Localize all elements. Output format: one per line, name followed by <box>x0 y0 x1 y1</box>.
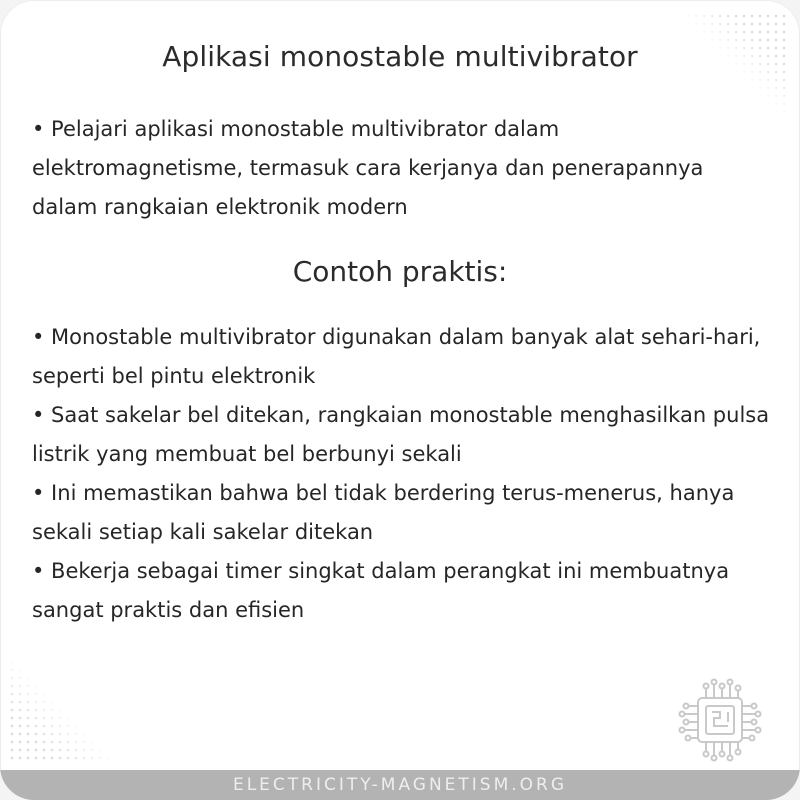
decor-dot <box>11 725 14 728</box>
bullet-list <box>32 318 777 630</box>
decor-dot <box>51 717 54 720</box>
decor-dot <box>67 741 70 744</box>
decor-dot <box>35 717 38 720</box>
decor-dot <box>775 15 778 18</box>
decor-dot <box>751 15 754 18</box>
decor-dot <box>11 741 14 744</box>
decor-dot <box>11 669 14 672</box>
decor-dot <box>19 733 22 736</box>
decor-dot <box>75 757 78 760</box>
decor-dot <box>759 23 762 26</box>
decor-dot <box>775 31 778 34</box>
decor-dot <box>783 15 786 18</box>
decor-dot <box>51 725 54 728</box>
list-item: • Saat sakelar bel ditekan, rangkaian monostable menghasilkan pulsa listrik yang membuat bel berbunyi sekali <box>32 403 770 466</box>
decor-dot <box>743 31 746 34</box>
decor-dot <box>759 79 762 82</box>
decor-dot <box>51 749 54 752</box>
decor-dot <box>51 701 54 704</box>
decor-dot <box>767 79 770 82</box>
decor-dot <box>91 741 94 744</box>
decor-dot <box>711 15 714 18</box>
decor-dot <box>19 757 22 760</box>
decor-dot <box>11 677 14 680</box>
decor-dot <box>767 31 770 34</box>
decor-dot <box>43 757 46 760</box>
decor-dot <box>11 749 14 752</box>
intro-text: • Pelajari aplikasi monostable multivibrator dalam elektromagnetisme, termasuk cara kerjanya dan penerapannya dalam rangkaian elektronik modern <box>32 117 704 219</box>
decor-dot <box>43 693 46 696</box>
decor-dot <box>711 31 714 34</box>
decor-dot <box>83 757 86 760</box>
decor-dot <box>59 725 62 728</box>
decor-dot <box>35 709 38 712</box>
decor-dot <box>775 95 778 98</box>
decor-dot <box>687 15 690 18</box>
decor-dot <box>27 733 30 736</box>
decor-dot <box>759 15 762 18</box>
decor-dot <box>783 111 786 114</box>
decor-dot <box>59 749 62 752</box>
decor-dot <box>743 23 746 26</box>
decor-dot <box>735 31 738 34</box>
decor-dot <box>75 725 78 728</box>
decor-dot <box>711 23 714 26</box>
decor-dot <box>19 693 22 696</box>
decor-dot <box>775 23 778 26</box>
list-item: • Bekerja sebagai timer singkat dalam perangkat ini membuatnya sangat praktis dan efisien <box>32 559 730 622</box>
decor-dot <box>27 741 30 744</box>
decor-dot <box>91 749 94 752</box>
decor-dot <box>19 717 22 720</box>
decor-dot <box>695 23 698 26</box>
circuit-chip-icon <box>672 672 768 768</box>
decor-dot <box>27 757 30 760</box>
decor-dot <box>75 741 78 744</box>
decor-dot <box>35 701 38 704</box>
decor-dot <box>67 725 70 728</box>
decor-dot <box>19 701 22 704</box>
decor-dot <box>35 733 38 736</box>
decor-dot <box>783 23 786 26</box>
decor-dot <box>11 685 14 688</box>
decor-dot <box>735 15 738 18</box>
decor-dot <box>11 757 14 760</box>
decor-dot <box>735 23 738 26</box>
decor-dot <box>19 669 22 672</box>
dot-pattern-icon <box>8 650 120 762</box>
decor-dot <box>35 725 38 728</box>
decor-dot <box>19 741 22 744</box>
decor-dot <box>27 709 30 712</box>
section-heading: Contoh praktis: <box>292 255 508 288</box>
decor-dot <box>99 749 102 752</box>
decor-dot <box>59 733 62 736</box>
decor-dot <box>75 733 78 736</box>
decor-dot <box>43 709 46 712</box>
decor-dot <box>695 15 698 18</box>
decor-dot <box>51 741 54 744</box>
decor-dot <box>767 23 770 26</box>
decor-dot <box>743 15 746 18</box>
decor-dot <box>67 733 70 736</box>
decor-dot <box>767 87 770 90</box>
decor-dot <box>19 709 22 712</box>
decor-dot <box>27 725 30 728</box>
decor-dot <box>19 677 22 680</box>
decor-dot <box>99 757 102 760</box>
decor-dot <box>51 757 54 760</box>
decor-dot <box>703 15 706 18</box>
page-title: Aplikasi monostable multivibrator <box>162 40 638 73</box>
decor-dot <box>719 31 722 34</box>
decor-dot <box>75 749 78 752</box>
decor-dot <box>703 31 706 34</box>
decor-dot <box>19 725 22 728</box>
decor-dot <box>43 733 46 736</box>
decor-dot <box>35 749 38 752</box>
decor-dot <box>27 677 30 680</box>
decor-dot <box>751 23 754 26</box>
decor-dot <box>783 87 786 90</box>
decor-dot <box>767 95 770 98</box>
decor-dot <box>783 31 786 34</box>
list-item: • Ini memastikan bahwa bel tidak berdering terus-menerus, hanya sekali setiap kali sakelar ditekan <box>32 481 735 544</box>
decor-dot <box>11 693 14 696</box>
decor-dot <box>27 749 30 752</box>
decor-dot <box>67 757 70 760</box>
decor-dot <box>35 757 38 760</box>
decor-dot <box>727 23 730 26</box>
decor-dot <box>59 757 62 760</box>
decor-dot <box>751 31 754 34</box>
decor-dot <box>59 709 62 712</box>
decor-dot <box>59 741 62 744</box>
decor-dot <box>719 15 722 18</box>
decor-dot <box>83 741 86 744</box>
decor-dot <box>35 693 38 696</box>
decor-dot <box>91 757 94 760</box>
decor-dot <box>719 23 722 26</box>
list-item: • Monostable multivibrator digunakan dalam banyak alat sehari-hari, seperti bel pintu elektronik <box>32 325 761 388</box>
decor-dot <box>783 95 786 98</box>
decor-dot <box>27 693 30 696</box>
footer-watermark: ELECTRICITY-MAGNETISM.ORG <box>0 770 800 800</box>
decor-dot <box>27 717 30 720</box>
decor-dot <box>107 757 110 760</box>
decor-dot <box>11 661 14 664</box>
decor-dot <box>59 717 62 720</box>
decor-dot <box>727 15 730 18</box>
decor-dot <box>35 685 38 688</box>
decor-dot <box>703 23 706 26</box>
decor-dot <box>27 701 30 704</box>
decor-dot <box>759 31 762 34</box>
decor-dot <box>83 749 86 752</box>
decor-dot <box>43 741 46 744</box>
decor-dot <box>51 733 54 736</box>
decor-dot <box>51 709 54 712</box>
decor-dot <box>19 685 22 688</box>
decor-dot <box>783 103 786 106</box>
decor-dot <box>67 749 70 752</box>
decor-dot <box>11 733 14 736</box>
decor-dot <box>19 749 22 752</box>
decor-dot <box>759 87 762 90</box>
decor-dot <box>783 79 786 82</box>
decor-dot <box>11 717 14 720</box>
decor-dot <box>11 709 14 712</box>
decor-dot <box>43 749 46 752</box>
decor-dot <box>67 717 70 720</box>
decor-dot <box>35 741 38 744</box>
decor-dot <box>43 701 46 704</box>
decor-dot <box>11 701 14 704</box>
decor-dot <box>767 15 770 18</box>
decor-dot <box>43 717 46 720</box>
decor-dot <box>43 725 46 728</box>
decor-dot <box>27 685 30 688</box>
decor-dot <box>775 87 778 90</box>
decor-dot <box>727 31 730 34</box>
decor-dot <box>751 79 754 82</box>
decor-dot <box>83 733 86 736</box>
decor-dot <box>775 79 778 82</box>
decor-dot <box>775 103 778 106</box>
